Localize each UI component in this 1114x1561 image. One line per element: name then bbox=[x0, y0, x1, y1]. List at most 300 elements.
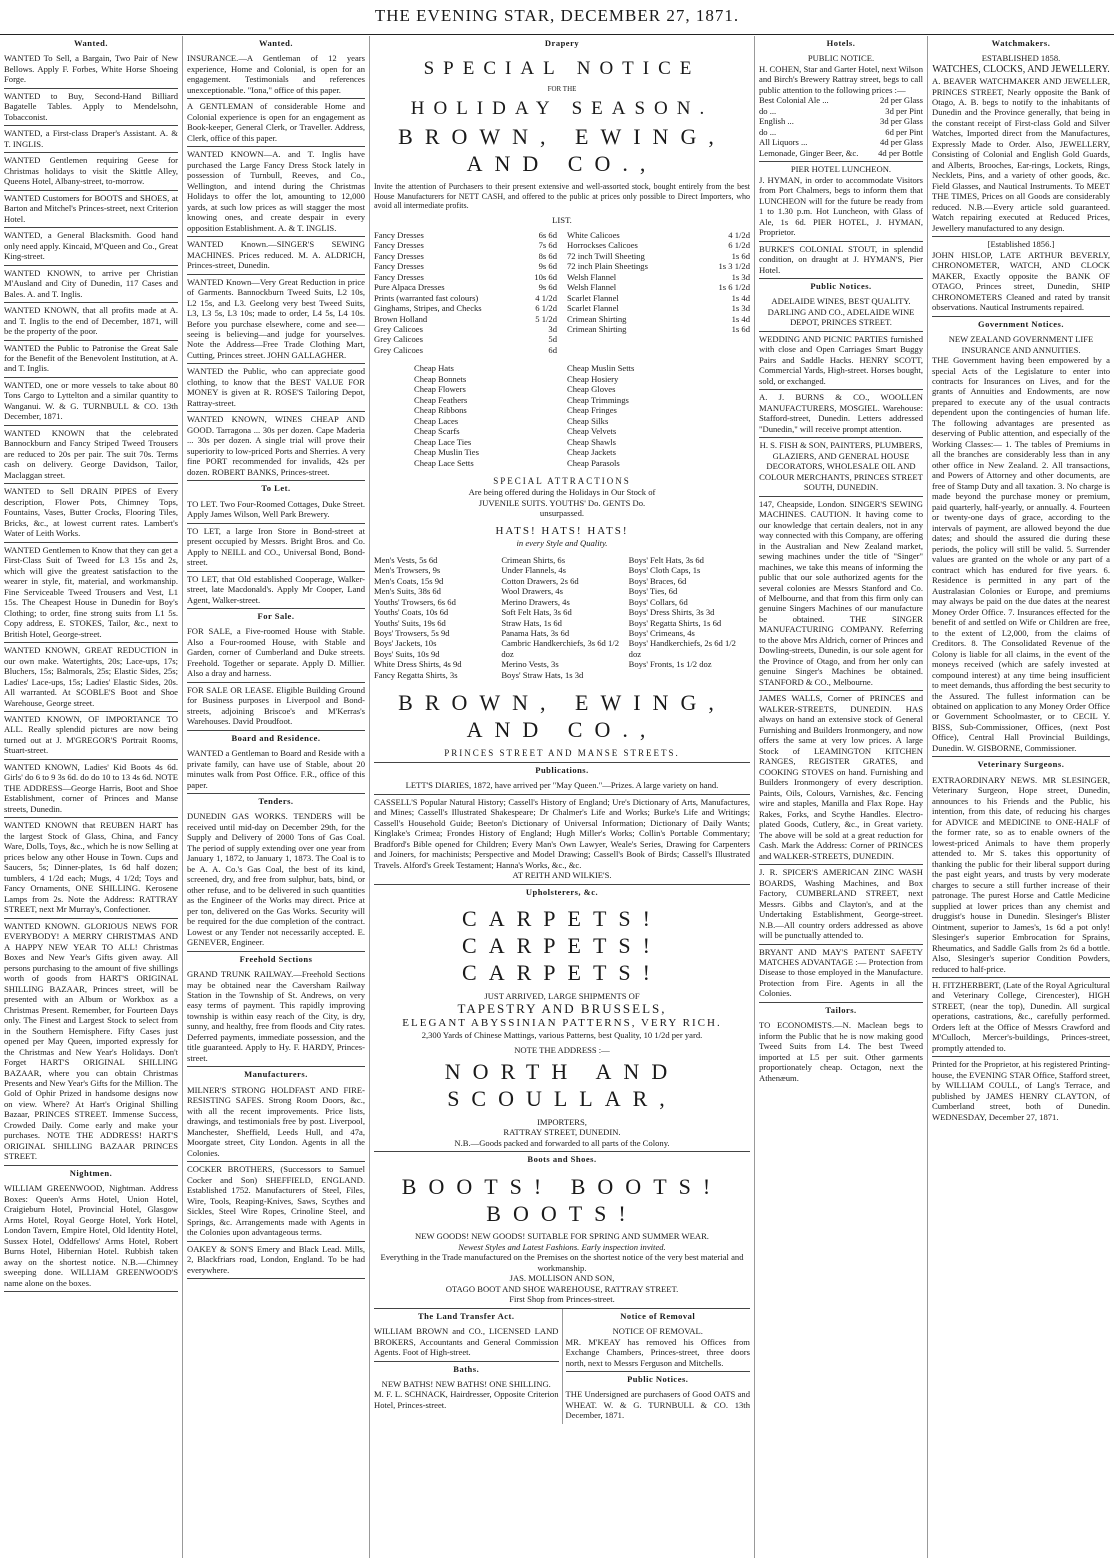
section-head-upholsterers: Upholsterers, &c. bbox=[525, 886, 599, 897]
list-item: Panama Hats, 3s 6d bbox=[501, 627, 570, 638]
manufacturer-ad bbox=[187, 1162, 365, 1241]
hats-heading: HATS! HATS! HATS! bbox=[495, 524, 629, 537]
section-head-wanted-2: Wanted. bbox=[259, 38, 293, 48]
section-head-drapery: Drapery bbox=[544, 38, 580, 48]
price-row bbox=[374, 261, 557, 271]
list-item: Under Flannels, 4s bbox=[501, 565, 567, 576]
newspaper-page bbox=[0, 36, 1114, 1561]
tolet-ad-text: TO LET, a large Iron Store in Bond-street at present occupied by Messrs. Bright Bros. and Co. Apply to NEILL and CO., Universal Bond, Bond-street. bbox=[187, 525, 365, 568]
classified-ad bbox=[187, 237, 365, 274]
price-value: 1s 4d bbox=[731, 313, 750, 324]
price-item: do ... bbox=[759, 126, 777, 137]
price-item: All Liquors ... bbox=[759, 137, 808, 148]
ad-spicer: J. R. SPICER'S AMERICAN ZINC WASH BOARDS, Washing Machines, and Box Factory, CUMBERLAND STREET, next Messrs. Gibbs and Clayton's, and at the Undertaking Establishment, George-street. N.B.—All country orders addressed as above will be punctually attended to. bbox=[759, 865, 923, 944]
forsale-ad bbox=[187, 683, 365, 731]
price-item: Welsh Flannel bbox=[567, 271, 617, 282]
classified-ad bbox=[4, 543, 178, 643]
section-head-manufacturers: Manufacturers. bbox=[244, 1069, 308, 1080]
price-value: 9s 6d bbox=[538, 282, 557, 293]
column-1 bbox=[0, 36, 183, 1558]
masthead bbox=[0, 0, 1114, 35]
classified-ad-text: WANTED Gentlemen requiring Geese for Christmas holidays to visit the Skittle Alley, Queens Hotel, Albany-street, to-morrow. bbox=[4, 155, 178, 187]
classified-ad-text: WANTED KNOWN. GLORIOUS NEWS FOR EVERYBODY! A MERRY CHRISTMAS AND A HAPPY NEW YEAR TO ALL! Christmas Boxes and New Year's Gifts given away. All persons purchasing to the amount of five shillings worth of goods from HART'S ORIGINAL SHILLING BAZAAR, Princes street, will be presented with an Album or Workbox as a Christmas Present. Remember, for Fourteen Days only. The Finest and Largest Stock to select from in the Southern Hemisphere. Fifty Cases just opened per May Queen, imported expressly for the Christmas and New Year's Holidays. Don't Forget HART'S ORIGINAL SHILLING BAZAAR, where you can obtain Christmas Presents and New Year's Gifts for the Million. The Gold of Ophir Prized in handsome designs now on view. Where? At Hart's Original Shilling Bazaar, PRINCES STREET. Immense Success, Crowded Daily. Come early and make your purchases. NOTE THE ADDRESS! HART'S ORIGINAL SHILLING BAZAAR PRINCES STREET. bbox=[4, 920, 178, 1162]
list-item: Boys' Crimeans, 4s bbox=[628, 627, 695, 638]
price-row bbox=[567, 314, 750, 324]
price-value: 4d per Bottle bbox=[878, 147, 923, 158]
mollison: JAS. MOLLISON AND SON, bbox=[509, 1273, 615, 1284]
shipments: JUST ARRIVED, LARGE SHIPMENTS OF bbox=[484, 990, 640, 1001]
price-list-right bbox=[567, 230, 750, 356]
for-the: FOR THE bbox=[547, 84, 577, 93]
price-item: Fancy Dresses bbox=[374, 229, 424, 240]
list-item: Youths' Suits, 19s 6d bbox=[374, 617, 446, 628]
price-row bbox=[567, 251, 750, 261]
classified-ad bbox=[4, 126, 178, 153]
unsurpassed: unsurpassed. bbox=[539, 508, 585, 519]
price-item: Lemonade, Ginger Beer, &c. bbox=[759, 147, 859, 158]
price-item: 72 inch Plain Sheetings bbox=[567, 261, 648, 272]
price-row bbox=[374, 282, 557, 292]
ale-prices bbox=[759, 95, 923, 158]
classified-ad bbox=[4, 378, 178, 426]
bottom-right bbox=[563, 1309, 751, 1424]
list-item: Cheap Fringes bbox=[567, 405, 617, 416]
ad-hislop: [Established 1856.] JOHN HISLOP, LATE ARTHUR BEVERLY, CHRONOMETER, WATCH, AND CLOCK MAKER, Exactly opposite the BANK OF OTAGO, Princes street, Dunedin, SHIP CHRONOMETERS Cleaned and rated by transit observations. Nautical Instruments repaired. bbox=[932, 237, 1110, 316]
price-value: 9s 6d bbox=[538, 261, 557, 272]
manufacturer-ad-text: MILNER'S STRONG HOLDFAST AND FIRE-RESISTING SAFES. Strong Room Doors, &c., with all the recent improvements. Price lists, drawings, and testimonials free by post. Liverpool, Manchester, Sheffield, Leeds Hull, and 47a, Moorgate street, City London. Agents in all the Colonies. bbox=[187, 1084, 365, 1158]
section-head-government: Government Notices. bbox=[978, 318, 1064, 329]
list-item: Boys' Dress Shirts, 3s 3d bbox=[628, 607, 715, 618]
classified-ad-text: WANTED KNOWN, GREAT REDUCTION in our own make. Watertights, 20s; Lace-ups, 17s; Bluchers, 15s; Balmorals, 25s; Elastic Sides, 25s; Ladies' Lace-ups, 15s; Ladies' Elastic Sides, 20s. All warranted. At SCOBLE'S Boot and Shoe Warehouse, George street. bbox=[4, 645, 178, 708]
list-item: Cheap Silks bbox=[567, 415, 609, 426]
price-value: 3d per Pint bbox=[885, 105, 923, 116]
classified-ad-text: A GENTLEMAN of considerable Home and Colonial experience is open for an engagement as Book-keeper, General Clerk, or Traveller. Address, Clerk, office of this paper. bbox=[187, 101, 365, 143]
price-value: 4d per Glass bbox=[880, 137, 923, 148]
price-row bbox=[374, 251, 557, 261]
ad-board: WANTED a Gentleman to Board and Reside with a private family, can have use of Stable, about 20 minutes walk from Post Office. F.R., office of this paper. bbox=[187, 746, 365, 794]
newest-styles: Newest Styles and Latest Fashions. Early inspection invited. bbox=[458, 1241, 666, 1252]
list-item: Fancy Regatta Shirts, 3s bbox=[374, 669, 458, 680]
ad-cassell: CASSELL'S Popular Natural History; Cassell's History of England; Ure's Dictionary of Arts, Manufactures, and Mines; Cassell's Illustrated Shakespeare; Dr Chalmer's Life and Works; Burke's Life and Writings; Cassell's Household Guide; Beeton's Dictionary of Universal Information; Dictionary of Daily Wants; Kinglake's Crimea; Frondes History of England; Hugh Miller's Works; Collin's Portable Commentary; Bradford's Bible opened for Children; Every Man's Own Lawyer, Weale's Series, Drawing for Carpenters and Joiners, for machinists; Perspective and Model Drawing; Cassell's Book of Birds; Cassell's Illustrated Travels. Alford's Greek Testament; Hanna's Works, &c., &c. AT REITH AND WILKIE'S. bbox=[374, 795, 750, 885]
price-value: 6 1/2d bbox=[728, 240, 750, 251]
classified-ad-text: WANTED the Public, who can appreciate good clothing, to know that the BEST VALUE FOR MONEY is given at R. ROSE'S Tailoring Depot, Rattray-street. bbox=[187, 366, 365, 408]
cheap-goods bbox=[414, 363, 710, 468]
cheap-goods-left bbox=[414, 363, 557, 468]
price-row bbox=[759, 148, 923, 158]
price-row bbox=[567, 324, 750, 334]
forsale-ad-text: FOR SALE, a Five-roomed House with Stable. Also a Four-roomed House, with Stable and Garden, corner of Cumberland and Duke streets. Freehold. Together or separate. Apply D. Millier. Also a dray and harness. bbox=[187, 626, 365, 679]
ad-cohen: PUBLIC NOTICE. H. COHEN, Star and Garter Hotel, next Wilson and Birch's Brewery Rattray street, begs to call public attention to the following prices :— Best Colonial Ale ... 2d per Glass do ... 3d per Pint English ... 3d per Glass do ... 6d per Pint All Liquors ... 4d per Glass Lemonade, Ginger Beer, &c. 4d per Bottle bbox=[759, 51, 923, 162]
classified-ad bbox=[4, 426, 178, 484]
section-head-tenders: Tenders. bbox=[258, 796, 294, 807]
price-row bbox=[374, 324, 557, 334]
classified-ad bbox=[4, 153, 178, 190]
price-row bbox=[374, 345, 557, 355]
hats-sub: in every Style and Quality. bbox=[516, 538, 608, 549]
ad-removal: NOTICE OF REMOVAL. MR. M'KEAY has removed his Offices from Exchange Chambers, Princes-street, three doors north, next to Messrs Ferguson and Mitchells. bbox=[566, 1324, 751, 1372]
price-item: Ginghams, Stripes, and Checks bbox=[374, 303, 482, 314]
ad-burke: BURKE'S COLONIAL STOUT, in splendid condition, on draught at J. HYMAN'S, Pier Hotel. bbox=[759, 242, 923, 279]
price-item: Brown Holland bbox=[374, 313, 428, 324]
price-item: Fancy Dresses bbox=[374, 250, 424, 261]
list-item: Straw Hats, 1s 6d bbox=[501, 617, 562, 628]
classified-ad bbox=[4, 51, 178, 88]
list-item: Cotton Drawers, 2s 6d bbox=[501, 575, 579, 586]
classified-ad bbox=[4, 712, 178, 760]
section-head-forsale: For Sale. bbox=[257, 611, 295, 621]
list-item: Cheap Velvets bbox=[567, 426, 617, 437]
classified-ad bbox=[4, 89, 178, 126]
price-list-left bbox=[374, 230, 557, 356]
manufacturer-ad-text: COCKER BROTHERS, (Successors to Samuel Cocker and Son) SHEFFIELD, ENGLAND. Established 1752. Manufacturers of Steel, Files, Wire, Tools, Reaping-Knives, Saws, Scythes and Sickles, Steel Wire Ropes, Crinoline Steel, and Springs, &c. Arrangements made with Agents in the Colonies upon advantageous terms. bbox=[187, 1164, 365, 1238]
classified-ad bbox=[187, 51, 365, 99]
list-item: Cheap Muslin Ties bbox=[414, 447, 479, 458]
ad-fitzherbert: H. FITZHERBERT, (Late of the Royal Agricultural and Veterinary College, Cirencester), HIGH STREET, (near the top), Dunedin. All surgical operations, castrations, &c., carefully performed. Orders left at the Office of Messrs Crawford and M'Culloch, Mercer's-buildings, Princes-street, promptly attended to. bbox=[932, 978, 1110, 1057]
classified-ad bbox=[4, 818, 178, 918]
list-item: Boys' Braces, 6d bbox=[628, 575, 687, 586]
price-item: Grey Calicoes bbox=[374, 344, 423, 355]
list-item: Men's Trowsers, 9s bbox=[374, 565, 441, 576]
price-item: do ... bbox=[759, 105, 777, 116]
imprint: Printed for the Proprietor, at his registered Printing-house, the EVENING STAR Office, Stafford street, by WILLIAM COULL, of Lang's Terrace, and published by JAMES HENRY CLAYTON, of Cumberland street, both of Dunedin. WEDNESDAY, December 27, 1871. bbox=[932, 1059, 1110, 1122]
ad-nightman: WILLIAM GREENWOOD, Nightman. Address Boxes: Queen's Arms Hotel, Union Hotel, Craigieburn Hotel, Provincial Hotel, Glasgow Arms Hotel, Royal George Hotel, York Hotel, London Tavern, Empire Hotel, Old Identity Hotel, Sussex Hotel, Oddfellows' Arms Hotel, Robert Burns Hotel, Hibernian Hotel. Rubbish taken away on the shortest notice. N.B.—Chimney sweeping done. WILLIAM GREENWOOD'S name alone on the boxes. bbox=[4, 1181, 178, 1292]
list-item: Cheap Flowers bbox=[414, 384, 466, 395]
price-row bbox=[567, 272, 750, 282]
list-item: Cheap Laces bbox=[414, 415, 459, 426]
classified-ad-text: WANTED KNOWN, WINES CHEAP AND GOOD. Tarragona ... 30s per dozen. Cape Maderia ... 30s per dozen. A single trial will prove their superiority to low-priced Ports and Sherries. A very fine PORT recommended for invalids, 42s per dozen. ROBERT BANKS, Princes-street. bbox=[187, 414, 365, 477]
clothing-list-a bbox=[374, 555, 495, 681]
special-notice: SPECIAL NOTICE bbox=[423, 58, 701, 80]
price-row bbox=[374, 230, 557, 240]
list-item: Merino Drawers, 4s bbox=[501, 596, 570, 607]
price-row bbox=[567, 282, 750, 292]
list-item: Boys' Jackets, 10s bbox=[374, 638, 437, 649]
importers: IMPORTERS, bbox=[537, 1116, 587, 1127]
section-head-watchmakers: Watchmakers. bbox=[991, 38, 1051, 48]
list-item: Cheap Muslin Setts bbox=[567, 363, 635, 374]
ad-slesinger: EXTRAORDINARY NEWS. MR SLESINGER, Veterinary Surgeon, Hope street, Dunedin, announces to his Friends and the Public, his intention, from this date, of reducing his charges for ADVICE and MEDICINE to ONE-HALF of the former rate, so as to enable owners of the lowest-priced Animals to have them properly attended to. Mr S. takes this opportunity of thanking the public for their liberal support during the past eight years, and trusts by very moderate charges to secure a still further increase of their patronage. The purest Horse and Cattle Medicine supplied at lower prices than any chemist and druggist's house in Dunedin. Slesinger's Blister Ointment, superior to James's, 1s 6d a pot only! Slesinger's superior Embrocation for Sprains, Rheumatics, and Saddle Galls from 2s 6d a bottle. Also, Slesinger's superior Condition Powders, reduced to half-price. bbox=[932, 773, 1110, 978]
price-row bbox=[567, 230, 750, 240]
price-value: 3d per Glass bbox=[880, 116, 923, 127]
classified-ad-text: INSURANCE.—A Gentleman of 12 years experience, Home and Colonial, is open for an engagement. Testimonials and references unexceptionable. "Iona," office of this paper. bbox=[187, 53, 365, 95]
price-row bbox=[759, 116, 923, 126]
classified-ad-text: WANTED, one or more vessels to take about 80 Tons Cargo to Lyttelton and a similar quantity to Wanganui. W. & G. TURNBULL & CO. 13th December, 1871. bbox=[4, 379, 178, 422]
section-head-boots: Boots and Shoes. bbox=[527, 1154, 597, 1165]
firm-name-2: BROWN, EWING, AND CO., bbox=[398, 690, 726, 743]
list-item: Men's Coats, 15s 9d bbox=[374, 575, 444, 586]
price-row bbox=[759, 106, 923, 116]
price-row bbox=[374, 334, 557, 344]
wanted-ads-2 bbox=[187, 51, 365, 481]
first-shop: First Shop from Princes-street. bbox=[509, 1294, 615, 1305]
list-item: Cheap Gloves bbox=[567, 384, 616, 395]
list-label: LIST. bbox=[552, 215, 572, 226]
price-row bbox=[567, 261, 750, 271]
rattray-address: RATTRAY STREET, DUNEDIN. bbox=[503, 1127, 621, 1138]
ad-walls: JAMES WALLS, Corner of PRINCES and WALKER-STREETS, DUNEDIN. HAS always on hand an extensive stock of General Furnishing and Builders Ironmongery, and now offers the same at very low prices. A large Stock of LEAMINGTON KITCHEN RANGES, REGISTER GRATES, and COOKING STOVES on hand. Furnishing and Builders Ironmongery of every description. Paints, Oils, Colours, Varnishes, &c. Fencing wire and staples, Manilla and Flax Rope. Hay Rakes, Forks, and Scythe Handles. Electro-plated Goods, Cutlery, &c., in Great variety. The above will be sold at a great reduction for Cash. Mark the Address: Corner of PRINCES and WALKER-STREETS, DUNEDIN. bbox=[759, 691, 923, 865]
classified-ad-text: WANTED KNOWN that the celebrated Bannockburn and Fancy Striped Tweed Trousers are reduced to 20s per pair. The suit 70s. Terms cash on delivery. George Davidson, Tailor, Maclaggan street. bbox=[4, 427, 178, 480]
special-attractions: SPECIAL ATTRACTIONS bbox=[493, 476, 631, 487]
price-row bbox=[374, 303, 557, 313]
price-item: 72 inch Twill Sheeting bbox=[567, 250, 645, 261]
ad-government: NEW ZEALAND GOVERNMENT LIFE INSURANCE AND ANNUITIES. THE Government having been empowered by a special Acts of the Legislature to enter into contracts for Insurances on Lives, and for the grants of Annuities and Endowments, are now prepared to execute any of the usual contracts dependent upon the contingencies of human life. The following advantages are presented as deserving of Public attention, and especially of the Working Classes:— 1. The tables of Premiums in all the branches are considerably less than in any other office in New Zealand. 2. All transactions, and Powers of Attorney and other documents, are free of Stamp Duty and all taxation. 3. No charge is made beyond the purchase money or premium, paid quarterly, half-yearly, or annually. 4. Fourteen or twenty-one days of grace, according to the intervals of payment, are allowed beyond the due dates; and should the assured die during these periods, the policy will still be valid. 5. Surrender values are granted on the whole or any part of a contract which has endured for five years. 6. Residence is permitted in any part of the Australasian Colonies or Europe, and premiums may always be paid on the due dates at the nearest Money Order Office. 7. Insurances effected for the benefit of and settled on Wife or Children are free, to the extent of L2,000, from the claims of Creditors. 8. The Consolidated Revenue of the Colony is liable for all claims, in the event of the moneys received (which are safely invested at compound interest) at any time being insufficient to meet demands, thus affording the best security to the Assured. The fullest information can be obtained on application to any Money Order Office or Government Schoolmaster, or to CECIL Y. BISS, Sub-Commissioner, Offices, (next Post Office), Central Hall Provincial Buildings, Dunedin. W. GISBORNE, Commissioner. bbox=[932, 332, 1110, 757]
classified-ad bbox=[4, 484, 178, 542]
ad-land: WILLIAM BROWN and CO., LICENSED LAND BROKERS, Accountants and General Commission Agents. Foot of High-street. bbox=[374, 1324, 559, 1361]
list-item: Youths' Trowsers, 6s 6d bbox=[374, 596, 456, 607]
nb-goods: N.B.—Goods packed and forwarded to all parts of the Colony. bbox=[454, 1137, 670, 1148]
new-goods: NEW GOODS! NEW GOODS! SUITABLE FOR SPRING AND SUMMER WEAR. bbox=[415, 1231, 709, 1242]
classified-ad-text: WANTED KNOWN, to arrive per Christian M'Ausland and City of Dunedin, 117 Cases and Bales. A. and T. Inglis. bbox=[4, 267, 178, 299]
ad-brown-ewing bbox=[374, 51, 750, 763]
bottom-row bbox=[374, 1309, 750, 1424]
ad-baths: NEW BATHS! NEW BATHS! ONE SHILLING. M. F. L. SCHNACK, Hairdresser, Opposite Criterion Hotel, Princes-street. bbox=[374, 1379, 559, 1410]
classified-ad bbox=[4, 228, 178, 265]
price-value: 5d bbox=[548, 334, 557, 345]
price-item: Scarlet Flannel bbox=[567, 303, 619, 314]
price-list bbox=[374, 230, 750, 356]
list-item: Cheap Trimmings bbox=[567, 394, 629, 405]
price-row bbox=[374, 272, 557, 282]
list-item: Boys' Straw Hats, 1s 3d bbox=[501, 669, 584, 680]
ad-freehold: GRAND TRUNK RAILWAY.—Freehold Sections may be obtained near the Caversham Railway Station in the Township of St. Andrews, on very easy terms of payment. This rapidly improving township is within easy reach of the City, is dry, sunny, and healthy, free from floods and City rates. Deferred payments, immediate possession, and the title guaranteed. Apply to Hy. F. HARDY, Princes-street. bbox=[187, 967, 365, 1067]
list-item: Men's Vests, 5s 6d bbox=[374, 554, 438, 565]
list-item: Cheap Feathers bbox=[414, 394, 468, 405]
ad-bryant: BRYANT AND MAY'S PATENT SAFETY MATCHES ADVANTAGE :— Protection from Disease to those employed in the Manufacture. Protection from Fire. Agents in all the Colonies. bbox=[759, 945, 923, 1003]
tolet-ad bbox=[187, 572, 365, 609]
list-item: Boys' Handkerchiefs, 2s 6d 1/2 doz bbox=[628, 638, 736, 659]
price-row bbox=[374, 314, 557, 324]
forsale-ad-text: FOR SALE OR LEASE. Eligible Building Ground for Business purposes in Liverpool and Bond-streets, adjoining Briscoe's and M'Kerras's Warehouses. David Proudfoot. bbox=[187, 684, 365, 727]
list-item: Youths' Coats, 10s 6d bbox=[374, 607, 449, 618]
price-row bbox=[759, 137, 923, 147]
price-value: 2d per Glass bbox=[880, 95, 923, 106]
wanted-ads bbox=[4, 51, 178, 1166]
manufacturer-ad bbox=[187, 1083, 365, 1162]
mattings: 2,300 Yards of Chinese Mattings, various Patterns, best Quality, 10 1/2d per yard. bbox=[421, 1030, 703, 1041]
section-head-hotels: Hotels. bbox=[826, 38, 856, 48]
boots-heading: BOOTS! BOOTS! BOOTS! bbox=[401, 1173, 723, 1226]
price-row bbox=[374, 240, 557, 250]
list-item: Cambric Handkerchiefs, 3s 6d 1/2 doz bbox=[501, 638, 619, 659]
price-value: 4 1/2d bbox=[728, 229, 750, 240]
price-value: 1s 6d bbox=[731, 250, 750, 261]
ad-burns: A. J. BURNS & CO., WOOLLEN MANUFACTURERS, MOSGIEL. Warehouse: Stafford-street, Dunedin. Letters addressed "Dunedin," will receive prompt attention. bbox=[759, 390, 923, 438]
section-head-nightmen: Nightmen. bbox=[69, 1167, 113, 1178]
tolet-ad bbox=[187, 497, 365, 524]
price-row bbox=[567, 293, 750, 303]
price-item: Horrockses Calicoes bbox=[567, 240, 638, 251]
classified-ad-text: WANTED Gentlemen to Know that they can get a First-Class Suit of Tweed for L3 15s and 2s, which will give the greatest satisfaction to the wearer in style, fit, material, and workmanship. Fine Serviceable Tweed Trousers and Vest, L1 15s. The Cheapest House in Dunedin for Boy's Clothing; to order, fine strong suits from L1 5s. Copy address, E. STOKES, Tailor, &c., next to British Hotel, George-street. bbox=[4, 544, 178, 639]
list-item: Wool Drawers, 4s bbox=[501, 586, 563, 597]
price-value: 6d per Pint bbox=[885, 126, 923, 137]
classified-ad-text: WANTED KNOWN, that all profits made at A. and T. Inglis to the end of December, 1871, will be the property of the poor. bbox=[4, 305, 178, 337]
price-value: 1s 6d bbox=[731, 323, 750, 334]
price-item: English ... bbox=[759, 116, 794, 127]
column-3 bbox=[370, 36, 755, 1558]
price-item: Grey Calicoes bbox=[374, 323, 423, 334]
price-item: Fancy Dresses bbox=[374, 271, 424, 282]
list-item: Men's Suits, 38s 6d bbox=[374, 586, 441, 597]
manufacturer-ad bbox=[187, 1242, 365, 1279]
list-item: Cheap Lace Setts bbox=[414, 457, 474, 468]
classified-ad bbox=[4, 643, 178, 712]
classified-ad bbox=[4, 760, 178, 818]
section-head-public-notices-4: Public Notices. bbox=[810, 281, 872, 292]
classified-ad-text: WANTED KNOWN, Ladies' Kid Boots 4s 6d. Girls' do 6 to 9 3s 6d. do do 10 to 13 4s 6d. NOTE THE ADDRESS—George Harris, Boot and Shoe Establishment, corner of Princes and Manse streets, Dunedin. bbox=[4, 761, 178, 814]
column-5 bbox=[928, 36, 1114, 1558]
otago-boot: OTAGO BOOT AND SHOE WAREHOUSE, RATTRAY STREET. bbox=[445, 1283, 679, 1294]
price-item: Fancy Dresses bbox=[374, 261, 424, 272]
ad-turnbull: THE Undersigned are purchasers of Good OATS and WHEAT. W. & G. TURNBULL & CO. 13th December, 1871. bbox=[565, 1389, 750, 1421]
section-head-public-notices: Public Notices. bbox=[627, 1374, 689, 1385]
tolet-ad-text: TO LET. Two Four-Roomed Cottages, Duke Street. Apply James Wilson, Well Park Brewery. bbox=[187, 498, 365, 520]
classified-ad-text: WANTED Known—Very Great Reduction in price of Garments. Bannockburn Tweed Suits, L2 10s, L2 15s, and L3. Geelong very best Tweed Suits, L3, L3 5s, L3 10s; made to order, L4 5s, L4 10s. Before you purchase elsewhere, come and see—seeing is believing—and judge for yourselves. Note the Address—Free Trade Clothing Mart, Cutting, Princes street. JOHN GALLAGHER. bbox=[187, 276, 365, 360]
price-item: Pure Alpaca Dresses bbox=[374, 282, 445, 293]
newspaper-title: THE EVENING STAR, DECEMBER 27, 1871. bbox=[374, 6, 740, 25]
price-value: 10s 6d bbox=[534, 271, 557, 282]
classified-ad-text: WANTED the Public to Patronise the Great Sale for the Benefit of the Benevolent Institution, at A. and T. Inglis. bbox=[4, 342, 178, 374]
list-item: Boys' Trowsers, 5s 9d bbox=[374, 627, 450, 638]
classified-ad-text: WANTED, a General Blacksmith. Good hand only need apply. Kincaid, M'Queen and Co., Great King-street. bbox=[4, 230, 179, 262]
north-scoullar: NORTH AND SCOULLAR, bbox=[444, 1059, 680, 1112]
list-item: Boys' Cloth Caps, 1s bbox=[628, 565, 701, 576]
everything-trade: Everything in the Trade manufactured on the Premises on the shortest notice of the very best material and workmanship. bbox=[380, 1252, 744, 1273]
ad-tailors: TO ECONOMISTS.—N. Maclean begs to inform the Public that he is now making good Tweed Suits from L4. The best Tweed imported at L5 per suit. Other garments proportionately cheap. Octagon, next the Athenæum. bbox=[759, 1020, 923, 1083]
ad-letts: LETT'S DIARIES, 1872, have arrived per "May Queen."—Prizes. A large variety on hand. bbox=[374, 778, 750, 794]
tapestry-brussels: TAPESTRY AND BRUSSELS, bbox=[457, 1001, 667, 1017]
classified-ad bbox=[4, 191, 178, 228]
classified-ad bbox=[187, 364, 365, 412]
price-item: Scarlet Flannel bbox=[567, 292, 619, 303]
ad-singer: 147, Cheapside, London. SINGER'S SEWING MACHINES. CAUTION. It having come to our knowledge that certain dealers, not in any way connected with this Company, are offering in the Australian and New Zealand market, sewing machines under the title of "Singer" machines, we take this means of informing the public that our sole authorized agents for the several colonies are Messrs Stanford and Co. of Melbourne, and that from this firm only can genuine Singers Machines of our manufacture be obtained. THE SINGER MANUFACTURING COMPANY. Referring to the above Mrs Aldrich, corner of Princes and Dowling-streets, Dunedin, is our sole agent for the Province of Otago, and from her only can genuine Singer's Machines be obtained. STANFORD & CO., Melbourne. bbox=[759, 497, 923, 692]
classified-ad bbox=[4, 303, 178, 340]
offered-text: Are being offered during the Holidays in Our Stock of bbox=[468, 487, 656, 498]
section-head-freehold: Freehold Sections bbox=[239, 953, 313, 964]
price-item: Best Colonial Ale ... bbox=[759, 95, 829, 106]
list-item: Boys' Ties, 6d bbox=[628, 586, 678, 597]
price-value: 5 1/2d bbox=[535, 313, 557, 324]
price-value: 7s 6d bbox=[538, 240, 557, 251]
classified-ad-text: WANTED Known.—SINGER'S SEWING MACHINES. Prices reduced. M. A. ALDRICH, Princes-street, Dunedin. bbox=[187, 239, 365, 271]
price-value: 1s 3d bbox=[731, 271, 750, 282]
tolet-ad-text: TO LET, that Old established Cooperage, Walker-street, late Macdonald's. Apply Mr Cooper, Land Agent, Walker-street. bbox=[187, 573, 365, 605]
column-4 bbox=[755, 36, 928, 1558]
price-value: 3d bbox=[548, 323, 557, 334]
carpets-heading: CARPETS! CARPETS! CARPETS! bbox=[462, 906, 662, 985]
list-item: Cheap Lace Ties bbox=[414, 436, 472, 447]
list-item: Boys' Regatta Shirts, 1s 6d bbox=[628, 617, 722, 628]
price-item: Fancy Dresses bbox=[374, 240, 424, 251]
price-row bbox=[759, 127, 923, 137]
price-item: Crimean Shirting bbox=[567, 323, 627, 334]
forsale-ad bbox=[187, 624, 365, 682]
classified-ad bbox=[4, 919, 178, 1166]
price-value: 1s 3 1/2d bbox=[718, 261, 750, 272]
holiday-season: HOLIDAY SEASON. bbox=[410, 98, 714, 120]
price-item: White Calicoes bbox=[567, 229, 620, 240]
column-2 bbox=[183, 36, 370, 1558]
abyssinian: ELEGANT ABYSSINIAN PATTERNS, VERY RICH. bbox=[402, 1016, 722, 1029]
price-value: 6d bbox=[548, 344, 557, 355]
note-address: NOTE THE ADDRESS :— bbox=[514, 1044, 610, 1055]
section-head-tailors: Tailors. bbox=[825, 1004, 857, 1015]
ad-adelaide: ADELAIDE WINES, BEST QUALITY. DARLING AND CO., ADELAIDE WINE DEPOT, PRINCES STREET. bbox=[759, 294, 923, 331]
price-row bbox=[759, 95, 923, 105]
ad-pier: PIER HOTEL LUNCHEON. J. HYMAN, in order to accommodate Visitors from Port Chalmers, begs to inform them that LUNCHEON will for the future be ready from 1 to 1.30 p.m. Hot Luncheon, with Glass of Ale, 1s 6d. PIER HOTEL, J. HYMAN, Proprietor. bbox=[759, 162, 923, 241]
price-value: 1s 6 1/2d bbox=[718, 282, 750, 293]
classified-ad-text: WANTED KNOWN that REUBEN HART has the largest Stock of Glass, China, and Fancy Ware, Dolls, Toys, &c., which he is now Selling at prices below any other House in Town. Cups and Saucers, 5s; Dinner-plates, 1s 6d half dozen; tumblers, 4 1/2d each; Mugs, 4 1/2d; Toys and Fancy Ornaments, ONE SHILLING. Kerosene Lamps from 2s. Note the Address: RATTRAY STREET, next Mr Murray's, Confectioner. bbox=[4, 820, 178, 915]
list-item: Cheap Scarfs bbox=[414, 426, 460, 437]
firm-address: PRINCES STREET AND MANSE STREETS. bbox=[444, 748, 680, 759]
list-item: Cheap Ribbons bbox=[414, 405, 467, 416]
ad-wedding: WEDDING AND PICNIC PARTIES furnished with close and Open Carriages Smart Buggy Pairs and Saddle Hacks. HENRY SCOTT, Commercial Yards, High-street. Horses bought, sold, or exchanged. bbox=[759, 332, 923, 390]
classified-ad bbox=[4, 266, 178, 303]
clothing-list bbox=[374, 555, 750, 681]
tolet-ad bbox=[187, 524, 365, 572]
classified-ad-text: WANTED To Sell, a Bargain, Two Pair of New Bellows. Apply F. Forbes, White Horse Shoeing Forge. bbox=[4, 53, 178, 85]
ad-beaver: ESTABLISHED 1858. WATCHES, CLOCKS, AND JEWELLERY. A. BEAVER WATCHMAKER AND JEWELLER, PRINCES STREET, Nearly opposite the Bank of Otago, A. B. begs to notify to the inhabitants of Dunedin and the Province generally, that being in the constant receipt of First-class Gold and Silver Watches, Imported direct from the Manufactures, Expressly Made to Order. Also, JEWELLERY, Consisting of Colonial and English Gold Guards, and Alberts, Brooches, Ear-rings, Lockets, Rings, Necklets, Pins, and a variety of other goods, &c. Field Glasses, and Nautical Instruments. To MEET THE TIMES, Prices on all Goods are considerably reduced. N.B.—Every article sold guaranteed. Watch repairing executed at Reduced Prices, Jewellery manufactured to any design. bbox=[932, 51, 1110, 237]
list-item: Boys' Fronts, 1s 1/2 doz bbox=[628, 659, 712, 670]
bottom-left bbox=[374, 1309, 563, 1424]
clothing-list-c bbox=[629, 555, 750, 681]
price-value: 8s 6d bbox=[538, 250, 557, 261]
price-item: Grey Calicoes bbox=[374, 334, 423, 345]
ad-boots bbox=[374, 1168, 750, 1309]
classified-ad-text: WANTED KNOWN—A. and T. Inglis have purchased the Large Fancy Dress Stock lately in possession of Turnbull, Reeves, and Co., Wellington, and intend during the Christmas Holidays to offer the lot, amounting to 12,000 yards, at such low prices as will stagger the most knowing ones, and create despair in every opposition Establishment. A. & T. INGLIS. bbox=[187, 149, 365, 233]
list-item: Cheap Jackets bbox=[567, 447, 616, 458]
list-item: Soft Felt Hats, 3s 6d bbox=[501, 607, 572, 618]
section-head-tolet: To Let. bbox=[261, 483, 291, 494]
intro-text: Invite the attention of Purchasers to their present extensive and well-assorted stock, bought entirely from the best House Manufacturers for NETT CASH, and offered to the public at prices only possible to Direct Importers, who avoid all intermediate profits. bbox=[374, 181, 750, 211]
manufacturer-ad-text: OAKEY & SON'S Emery and Black Lead. Mills, 2, Blackfriars road, London, England. To be had everywhere. bbox=[187, 1243, 365, 1275]
price-value: 4 1/2d bbox=[535, 292, 557, 303]
price-row bbox=[567, 303, 750, 313]
list-item: White Dress Shirts, 4s 9d bbox=[374, 659, 462, 670]
price-value: 6s 6d bbox=[538, 229, 557, 240]
ad-fish: H. S. FISH & SON, PAINTERS, PLUMBERS, GLAZIERS, AND GENERAL HOUSE DECORATORS, WHOLESALE OIL AND COLOUR MERCHANTS, PRINCES STREET SOUTH, DUNEDIN. bbox=[759, 438, 923, 496]
list-item: Crimean Shirts, 6s bbox=[501, 554, 566, 565]
juvenile-suits: JUVENILE SUITS. YOUTHS' Do. GENTS Do. bbox=[478, 497, 646, 508]
ad-carpets bbox=[374, 900, 750, 1152]
price-value: 1s 4d bbox=[731, 292, 750, 303]
firm-name: BROWN, EWING, AND CO., bbox=[398, 124, 726, 177]
price-item: Prints (warranted fast colours) bbox=[374, 292, 479, 303]
section-head-removal: Notice of Removal bbox=[620, 1310, 696, 1321]
classified-ad-text: WANTED, a First-class Draper's Assistant. A. & T. INGLIS. bbox=[4, 128, 178, 149]
section-head-land: The Land Transfer Act. bbox=[418, 1310, 515, 1321]
clothing-list-b bbox=[501, 555, 622, 681]
section-head-publications: Publications. bbox=[535, 765, 589, 776]
section-head-baths: Baths. bbox=[453, 1363, 480, 1374]
list-item: Cheap Hosiery bbox=[567, 373, 619, 384]
price-row bbox=[374, 293, 557, 303]
ad-tenders: DUNEDIN GAS WORKS. TENDERS will be received until mid-day on December 29th, for the Supply and Delivery of 2000 Tons of Gas Coal. The period of supply extending over one year from January 1, 1872, to January 1, 1873. The Coal is to be A. A. Co.'s Gas Coal, the best of its kind, screened, dry, and free from sulphur, bats, bind, or other refuse, and to be delivered in such quantities as the Engineer of the Works may direct. Price at per ton, delivered on the Gas Works. Security will be required for the due completion of the contract. Lowest or any Tender not necessarily accepted. E. GENEVER, Engineer. bbox=[187, 809, 365, 951]
price-item: Welsh Flannel bbox=[567, 282, 617, 293]
list-item: Cheap Parasols bbox=[567, 457, 620, 468]
price-row bbox=[567, 240, 750, 250]
price-value: 6 1/2d bbox=[535, 303, 557, 314]
list-item: Boys' Collars, 6d bbox=[628, 596, 688, 607]
tolet-ads bbox=[187, 497, 365, 609]
classified-ad-text: WANTED to Buy, Second-Hand Billiard Bagatelle Tables. Apply to Mendelsohn, Tobacconist. bbox=[4, 90, 178, 122]
section-head-wanted: Wanted. bbox=[74, 38, 108, 48]
list-item: Boys' Felt Hats, 3s 6d bbox=[628, 554, 704, 565]
classified-ad bbox=[187, 275, 365, 365]
list-item: Cheap Bonnets bbox=[414, 373, 467, 384]
list-item: Cheap Hats bbox=[414, 363, 454, 374]
classified-ad bbox=[187, 99, 365, 147]
classified-ad-text: WANTED to Sell DRAIN PIPES of Every description, Flower Pots, Chimney Tops, Fountains, Vases, Butter Crocks, Flooring Tiles, Bricks, &c., at lowest current rates. Lambert's Water of Leith Works. bbox=[4, 486, 178, 539]
